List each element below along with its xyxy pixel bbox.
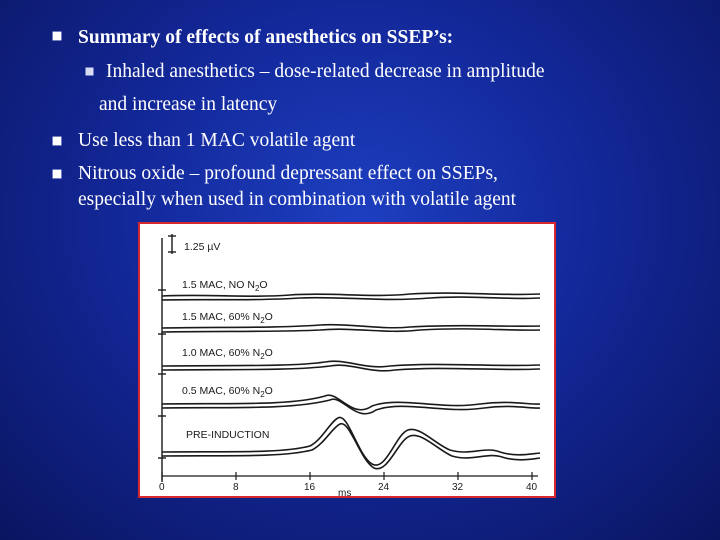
trace-label: PRE-INDUCTION (186, 429, 270, 441)
bullet-marker (53, 170, 61, 178)
waveform-trace (162, 417, 540, 465)
x-tick-label: 24 (378, 482, 390, 493)
x-tick-label: 16 (304, 482, 316, 493)
scale-bar-icon (158, 234, 176, 482)
waveform-trace (162, 325, 540, 328)
ssep-waveform-figure (138, 222, 556, 498)
bullet-marker (53, 32, 61, 40)
x-tick-label: 0 (159, 482, 165, 493)
trace-label: 1.5 MAC, 60% $N_2O$ (182, 311, 273, 325)
waveform-trace (162, 297, 540, 300)
sub-bullet-1-line2: and increase in latency (99, 94, 278, 115)
x-tick-label: 32 (452, 482, 464, 493)
bullet-marker (53, 137, 61, 145)
x-tick-label: 8 (233, 482, 239, 493)
waveform-svg (140, 224, 554, 496)
waveform-trace (162, 329, 540, 332)
bullet-3-line2: especially when used in combination with volatile agent (78, 189, 517, 210)
x-tick-label: 40 (526, 482, 538, 493)
x-axis (162, 472, 538, 480)
trace-label: 1.0 MAC, 60% $N_2O$ (182, 347, 273, 361)
bullet-1-text: Summary of effects of anesthetics on SSEP’s: (78, 27, 454, 48)
trace-label: 0.5 MAC, 60% $N_2O$ (182, 385, 273, 399)
scale-label: 1.25 µV (184, 241, 221, 253)
bullet-2-text: Use less than 1 MAC volatile agent (78, 130, 356, 151)
bullet-3-line1: Nitrous oxide – profound depressant effect on SSEPs, (78, 163, 498, 184)
x-axis-label: ms (338, 488, 352, 496)
sub-bullet-marker (86, 68, 93, 75)
trace-label: 1.5 MAC, NO $N_2O$ (182, 279, 268, 293)
waveform-trace (162, 293, 540, 296)
sub-bullet-1-line1: Inhaled anesthetics – dose-related decrease in amplitude (106, 61, 545, 82)
